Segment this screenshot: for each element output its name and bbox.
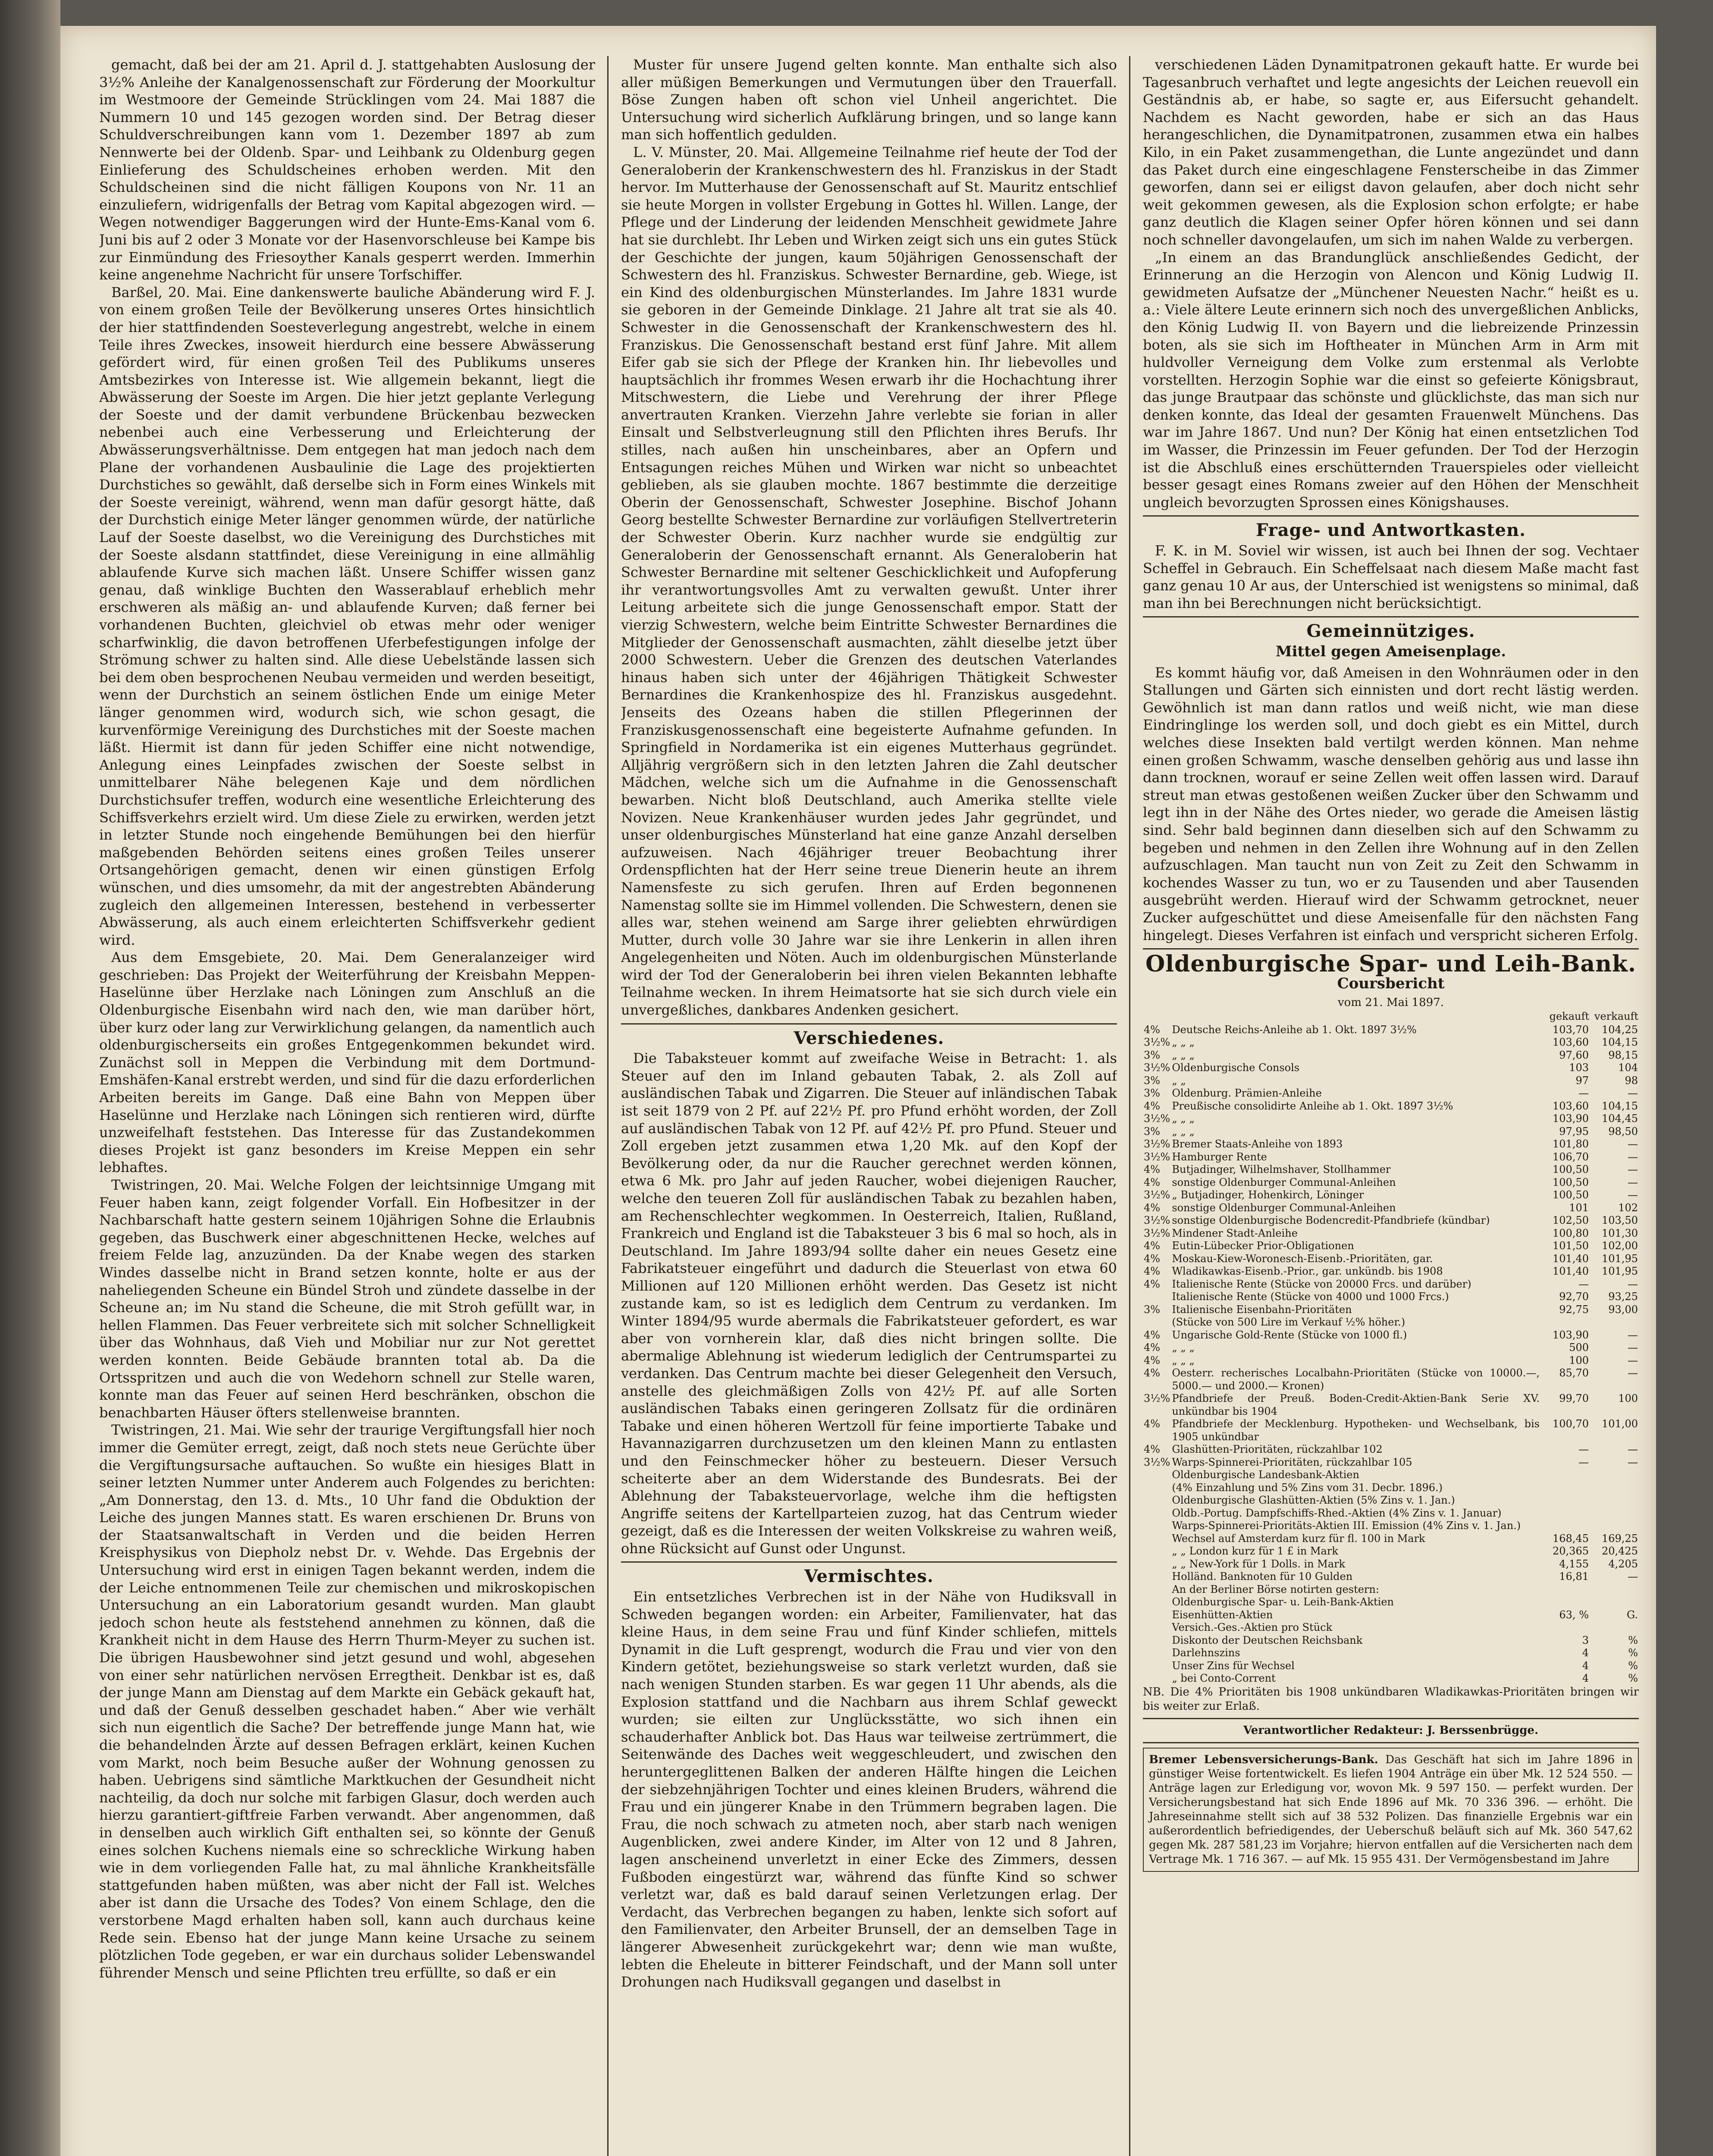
- sell-cell: 98: [1625, 1074, 1638, 1087]
- table-row: [1143, 1227, 1639, 1240]
- name-cell: Oldenburg. Prämien-Anleihe: [1172, 1087, 1322, 1100]
- name-cell: „ „ „: [1172, 1112, 1195, 1125]
- rate-cell: 4%: [1144, 1240, 1161, 1252]
- table-row: [1143, 1189, 1639, 1202]
- rate-cell: 4%: [1144, 1023, 1161, 1036]
- buy-cell: [1540, 1507, 1590, 1520]
- table-row: [1143, 1570, 1639, 1583]
- buy-cell: 20,365: [1553, 1545, 1589, 1557]
- name-cell: Unser Zins für Wechsel: [1172, 1659, 1295, 1672]
- rate-cell: [1143, 1532, 1171, 1545]
- buy-cell: —: [1578, 1443, 1589, 1456]
- name-cell: Deutsche Reichs-Anleihe ab 1. Okt. 1897 3½%: [1172, 1023, 1417, 1036]
- rate-cell: 4%: [1144, 1329, 1161, 1341]
- table-row: [1143, 1609, 1639, 1622]
- table-row: [1143, 1660, 1639, 1673]
- buy-cell: 102,50: [1553, 1214, 1589, 1227]
- name-cell: Oldb.-Portug. Dampfschiffs-Rhed.-Aktien (4% Zins v. 1. Januar): [1172, 1507, 1502, 1519]
- table-row: [1143, 1278, 1639, 1291]
- sell-cell: 4,205: [1608, 1557, 1638, 1570]
- subheading-ameisenplage: Mittel gegen Ameisenplage.: [1275, 643, 1506, 660]
- buy-cell: —: [1578, 1087, 1589, 1100]
- article-herzogin: „In einem an das Brandunglück anschließendes Gedicht, der Erinnerung an die Herzogin von Alencon und König Ludwig II. gewidmeten Aufsatze der „Münchener Neuesten Nachr.“ heißt es u. a.: Viele ältere Leute erinnern sich noch des unvergeßlichen Anblicks, den König Ludwig II. von Bayern und die liebreizende Prinzessin boten, als sie sich im Hoftheater in München Arm in Arm mit huldvoller Verneigung dem Volke zum erstenmal als Verlobte vorstellten. Herzogin Sophie war die einst so gefeierte Königsbraut, das junge Brautpaar das schönste und glücklichste, das man sich nur denken konnte, das Ideal der gesamten Frauenwelt Münchens. Das war im Jahre 1867. Und nun? Der König hat einen entsetzlichen Tod im Wasser, die Prinzessin im Feuer gefunden. Der Tod der Herzogin ist die Abschluß eines erschütternden Trauerspieles oder vielleicht besser gesagt eines Romans zweier auf den Höhen der Menschheit ungleich bevorzugten Sprossen eines Königshauses.: [1143, 249, 1639, 511]
- rate-cell: 4%: [1144, 1163, 1161, 1176]
- table-row: [1143, 1367, 1639, 1392]
- name-cell: Italienische Eisenbahn-Prioritäten: [1172, 1303, 1352, 1316]
- table-row: [1143, 1329, 1639, 1342]
- rate-cell: [1143, 1469, 1171, 1482]
- rate-cell: [1143, 1609, 1171, 1622]
- table-row: [1143, 1087, 1639, 1100]
- sell-cell: 93,00: [1608, 1303, 1638, 1316]
- name-cell: Italienische Rente (Stücke von 20000 Frcs. und darüber): [1172, 1278, 1471, 1290]
- coursbericht-heading: Coursbericht: [1337, 975, 1445, 992]
- name-cell: sonstige Oldenburger Communal-Anleihen: [1172, 1201, 1396, 1214]
- table-row: [1143, 1558, 1639, 1571]
- rate-cell: [1143, 1316, 1171, 1329]
- rate-cell: 4%: [1144, 1265, 1161, 1278]
- article-tabaksteuer: Die Tabaksteuer kommt auf zweifache Weise in Betracht: 1. als Steuer auf den im Inland gebauten Tabak, 2. als Zoll auf ausländischen Tabak und Zigarren. Die Steuer auf inländischen Tabak ist seit 1879 von 2 Pf. auf 22½ Pf. pro Pfund erhöht worden, der Zoll auf ausländischen Tabak von 12 Pf. auf 42½ Pf. pro Pfund. Steuer und Zoll ergeben jetzt zusammen etwa 1,20 Mk. auf den Kopf der Bevölkerung oder, da nur die Raucher gerechnet werden können, etwa 6 Mk. pro Jahr auf jeden Raucher, wobei diejenigen Raucher, welche den teueren Zoll für ausländischen Tabak zu bezahlen haben, am Rechenschlechter wegkommen. In Oesterreich, Italien, Rußland, Frankreich und England ist die Tabaksteuer 3 bis 6 mal so hoch, als in Deutschland. Im Jahre 1893/94 sollte daher ein neues Gesetz eine Fabrikatsteuer eingeführt und dadurch die Steuerlast von etwa 60 Millionen auf 120 Millionen erhöht werden. Das Gesetz ist nicht zustande kam, so ist es lediglich dem Centrum zu verdanken. Im Winter 1894/95 wurde abermals die Fabrikatsteuer gefordert, es war aber von vornherein klar, daß dies nicht bringen sollte. Die abermalige Ablehnung ist wiederum lediglich der Centrumspartei zu verdanken. Das Centrum machte bei dieser Gelegenheit den Versuch, anstelle des gleichmäßigen Zolls von 42½ Pf. auf alle Sorten ausländischen Tabaks einen geringeren Zollsatz für die ordinären Tabake und einen höheren Wertzoll für feine importierte Tabake und Havannazigarren durchzusetzen um den kleinen Mann zu entlasten und den Feinschmecker höher zu besteuern. Dieser Versuch scheiterte aber an dem Widerstande des Bundesrats. Bei der Ablehnung der Tabaksteuervorlage, welche ihm die heftigsten Angriffe seitens der Kartellparteien zuzog, hat das Centrum wieder gezeigt, daß es die Interessen der weiten Volkskreise zu wahren weiß, ohne Rücksicht auf Gunst oder Ungunst.: [621, 1050, 1117, 1557]
- sell-cell: 104,15: [1602, 1036, 1638, 1049]
- rate-cell: 3½%: [1144, 1189, 1170, 1201]
- name-cell: Butjadinger, Wilhelmshaver, Stollhammer: [1172, 1163, 1391, 1176]
- buy-cell: 101,80: [1553, 1138, 1589, 1150]
- sell-cell: [1590, 1469, 1639, 1482]
- article-twistringen-cont: Muster für unsere Jugend gelten konnte. Man enthalte sich also aller müßigen Bemerkungen und Vermutungen über den Trauerfall. Böse Zungen haben oft schon viel Unheil angerichtet. Die Untersuchung wird sicherlich Aufklärung bringen, und so lange kann man sich hoffentlich gedulden.: [621, 56, 1117, 143]
- table-row: [1143, 1202, 1639, 1215]
- buy-cell: 100,50: [1553, 1176, 1589, 1188]
- table-row: [1143, 1176, 1639, 1189]
- rate-cell: [1143, 1583, 1171, 1596]
- buy-cell: 92,75: [1559, 1303, 1589, 1316]
- table-row: [1143, 1075, 1639, 1087]
- rate-cell: 4%: [1144, 1252, 1161, 1265]
- name-cell: „ „ „: [1172, 1341, 1195, 1354]
- name-cell: Oesterr. recherisches Localbahn-Prioritäten (Stücke von 10000.—, 5000.— und 2000.— Kronen): [1172, 1367, 1540, 1392]
- name-cell: Wladikawkas-Eisenb.-Prior., gar. unkündb. bis 1908: [1172, 1265, 1443, 1278]
- buy-cell: 100,50: [1553, 1163, 1589, 1176]
- rate-cell: 4%: [1144, 1354, 1161, 1366]
- sell-cell: 101,00: [1602, 1418, 1638, 1430]
- sell-cell: 104,15: [1602, 1100, 1638, 1112]
- coursbericht-date: vom 21. Mai 1897.: [1337, 996, 1444, 1009]
- sell-cell: [1590, 1494, 1639, 1507]
- buy-cell: 500: [1569, 1341, 1589, 1354]
- name-cell: Ungarische Gold-Rente (Stücke von 1000 fl.): [1172, 1329, 1407, 1341]
- sell-cell: —: [1628, 1138, 1638, 1150]
- buy-cell: 101: [1569, 1201, 1589, 1214]
- rate-cell: [1143, 1520, 1171, 1532]
- section-rule: [1143, 616, 1639, 617]
- rate-cell: 3½%: [1144, 1062, 1170, 1074]
- column-3: [1143, 56, 1639, 2156]
- buy-cell: [1540, 1621, 1590, 1634]
- table-row: [1143, 1469, 1639, 1482]
- rate-cell: 4%: [1144, 1100, 1161, 1112]
- article-frage: F. K. in M. Soviel wir wissen, ist auch bei Ihnen der sog. Vechtaer Scheffel in Gebrauch. Ein Scheffelsaat nach diesem Maße macht fast ganz genau 10 Ar aus, der Unterschied ist wenigstens so minimal, daß man ihn bei Berechnungen nicht berücksichtigt.: [1143, 542, 1639, 611]
- table-row: [1143, 1418, 1639, 1443]
- rate-cell: 4%: [1144, 1201, 1161, 1214]
- sell-cell: —: [1628, 1570, 1638, 1583]
- editor-credit: Verantwortlicher Redakteur: J. Berssenbrügge.: [1243, 1724, 1539, 1737]
- buy-cell: 103,90: [1553, 1329, 1589, 1341]
- buy-cell: 100,50: [1553, 1189, 1589, 1201]
- buy-cell: [1540, 1583, 1590, 1596]
- article-muenster: L. V. Münster, 20. Mai. Allgemeine Teilnahme rief heute der Tod der Generaloberin der Krankenschwestern des hl. Franziskus in der Stadt hervor. Im Mutterhause der Genossenschaft auf St. Mauritz entschlief sie heute Morgen in vollster Ergebung in Gottes hl. Willen. Lange, der Pflege und der Linderung der leidenden Menschheit gewidmete Jahre hat sie durchlebt. Ihr Leben und Wirken zeigt sich uns ein gutes Stück der Geschichte der jungen, kaum 50jährigen Genossenschaft der Schwestern des hl. Franziskus. Schwester Bernardine, geb. Wiege, ist ein Kind des oldenburgischen Münsterlandes. Im Jahre 1831 wurde sie geboren in der Gemeinde Dinklage. 21 Jahre alt trat sie als 40. Schwester in die Genossenschaft der Krankenschwestern des hl. Franziskus. Die Genossenschaft bestand erst fünf Jahre. Mit allem Eifer gab sie sich der Pflege der Kranken hin. Ihr liebevolles und hauptsächlich ihr frommes Wesen erwarb ihr die Hochachtung ihrer Mitschwestern, die Liebe und Verehrung der ihrer Pflege anvertrauten Kranken. Vierzehn Jahre verlebte sie forian in aller Einsalt und Selbstverleugnung still den Pflichten ihres Berufs. Ihr stilles, nach außen hin unscheinbares, aber an Opfern und Entsagungen reiches Mühen und Wirken war nicht so unbeachtet geblieben, als sie glauben mochte. 1867 bestimmte die derzeitige Oberin der Genossenschaft, Schwester Josephine. Bischof Johann Georg bestellte Schwester Bernardine zur vorläufigen Stellvertreterin der Schwester Oberin. Kurz nachher wurde sie endgültig zur Generaloberin der Genossenschaft ernannt. Als Generaloberin hat Schwester Bernardine mit seltener Geschicklichkeit und Aufopferung ihr verantwortungsvolles Amt zu verwalten gewußt. Unter ihrer Leitung arbeitete sich die junge Genossenschaft empor. Statt der vierzig Schwestern, welche beim Eintritte Schwester Bernardines die Mitglieder der Genossenschaft ausmachten, zählt dieselbe jetzt über 2000 Schwestern. Ueber die Grenzen des deutschen Vaterlandes hinaus haben sich unter der 46jährigen Thätigkeit Schwester Bernardines die Krankenhospize des hl. Franziskus ausgedehnt. Jenseits des Ozeans haben die stillen Pflegerinnen der Franziskusgenossenschaft eine begeisterte Aufnahme gefunden. In Springfield in Nordamerika ist ein eigenes Mutterhaus gegründet. Alljährig vergrößern sich in den letzten Jahren die Zahl deutscher Mädchen, welche sich um die Aufnahme in die Genossenschaft bewarben. Nicht bloß Deutschland, auch Amerika stellte viele Novizen. Neue Krankenhäuser wurden jedes Jahr gegründet, und unser oldenburgisches Münsterland hat eine ganze Anzahl derselben aufzuweisen. Nach 46jähriger treuer Beobachtung ihrer Ordenspflichten hat der Herr seine treue Dienerin heute an ihrem Namensfeste zu sich gerufen. Ihren auf Erden begonnenen Namenstag sollte sie im Himmel vollenden. Die Schwestern, denen sie alles war, stehen weinend am Sarge ihrer geliebten ehrwürdigen Mutter, durch volle 30 Jahre war sie ihre Lenkerin in allen ihren Angelegenheiten und Nöten. Auch im oldenburgischen Münsterlande wird der Tod der Generaloberin bei ihren vielen Bekannten lebhafte Teilnahme wecken. In ihrem Heimatsorte hat sie sich durch viele ein unvergeßliches, dankbares Andenken gesichert.: [621, 144, 1117, 1018]
- table-row: [1143, 1062, 1639, 1075]
- table-row: [1143, 1163, 1639, 1176]
- rate-cell: 3½%: [1144, 1112, 1170, 1125]
- sell-cell: [1590, 1596, 1639, 1609]
- name-cell: „ Butjadinger, Hohenkirch, Löninger: [1172, 1189, 1364, 1201]
- name-cell: Oldenburgische Spar- u. Leih-Bank-Aktien: [1172, 1596, 1394, 1608]
- coursbericht-rows: [1143, 1024, 1639, 1685]
- column-1: [99, 56, 595, 2156]
- article-ameisen: Es kommt häufig vor, daß Ameisen in den Wohnräumen oder in den Stallungen und Gärten sich einnisten und dort recht lästig werden. Gewöhnlich ist man dann ratlos und weiß nicht, wie man diese Eindringlinge los werden soll, und doch giebt es ein Mittel, durch welches diese Insekten bald vertilgt werden können. Man nehme einen großen Schwamm, wasche denselben gehörig aus und lasse ihn dann trocknen, worauf er seine Zellen weit offen lassen wird. Darauf streut man etwas gestoßenen weißen Zucker über den Schwamm und legt ihn in der Nähe des Ortes nieder, wo gerade die Ameisen lästig sind. Sehr bald beginnen dann dieselben sich auf den Schwamm zu begeben und nehmen in den Zellen ihre Wohnung auf in den Zellen aufzuschlagen. Man taucht nun von Zeit zu Zeit den Schwamm in kochendes Wasser zu tun, wo er zu Tausenden und aber Tausenden ausgebrüht werden. Hierauf wird der Schwamm getrocknet, neuer Zucker aufgeschüttet und diese Ameisenfalle für den nächsten Fang hingelegt. Dieses Verfahren ist einfach und verspricht sicheren Erfolg.: [1143, 664, 1639, 943]
- name-cell: Moskau-Kiew-Woronesch-Eisenb.-Prioritäten, gar.: [1172, 1252, 1433, 1265]
- sell-cell: 169,25: [1602, 1532, 1638, 1545]
- sell-cell: 101,95: [1602, 1265, 1638, 1278]
- section-rule: [1143, 515, 1639, 517]
- sell-cell: 93,25: [1608, 1291, 1638, 1303]
- name-cell: sonstige Oldenburger Communal-Anleihen: [1172, 1176, 1396, 1188]
- table-row: [1143, 1253, 1639, 1266]
- buy-cell: 4: [1582, 1672, 1589, 1685]
- sell-cell: —: [1628, 1278, 1638, 1290]
- article-emsgebiet: Aus dem Emsgebiete, 20. Mai. Dem Generalanzeiger wird geschrieben: Das Projekt der Weiterführung der Kreisbahn Meppen-Haselünne über Herzlake nach Löningen zum Anschluß an die Oldenburgische Eisenbahn wird nach den, wie man darüber hört, über kurz oder lang zur Verwirklichung gelangen, da namentlich auch oldenburgischerseits ein großes Entgegenkommen bekundet wird. Zunächst soll in Meppen die Verbindung mit dem Dortmund-Emshäfen-Kanal erstrebt werden, und sind für die dazu erforderlichen Arbeiten bereits im Gange. Daß eine Bahn von Meppen über Haselünne und Herzlake nach Löningen sich rentieren wird, dürfte unzweifelhaft feststehen. Das Interesse für das Zustandekommen dieses Projekt ist ganz besonders im Kreise Meppen ein sehr lebhaftes.: [99, 949, 595, 1176]
- table-row: [1143, 1354, 1639, 1367]
- rate-cell: [1143, 1647, 1171, 1660]
- name-cell: (4% Einzahlung und 5% Zins vom 31. Decbr. 1896.): [1172, 1481, 1443, 1494]
- sell-cell: —: [1628, 1367, 1638, 1379]
- buy-cell: [1540, 1520, 1590, 1532]
- name-cell: „ „ „: [1172, 1125, 1195, 1138]
- buy-cell: 106,70: [1553, 1150, 1589, 1163]
- table-row: [1143, 1214, 1639, 1227]
- buy-cell: 103,60: [1553, 1036, 1589, 1049]
- name-cell: Diskonto der Deutschen Reichsbank: [1172, 1634, 1363, 1646]
- table-row: [1143, 1520, 1639, 1532]
- section-rule: [1143, 1742, 1639, 1743]
- table-row: [1143, 1392, 1639, 1418]
- name-cell: Pfandbriefe der Preuß. Boden-Credit-Aktien-Bank Serie XV. unkündbar bis 1904: [1172, 1392, 1540, 1417]
- sell-cell: —: [1628, 1163, 1638, 1176]
- article-twistringen-2: Twistringen, 21. Mai. Wie sehr der traurige Vergiftungsfall hier noch immer die Gemüter erregt, zeigt, daß noch stets neue Gerüchte über die Vergiftungsursache auftauchen. So wußte ein hiesiges Blatt in seiner letzten Nummer unter Anderem auch Folgendes zu berichten: „Am Donnerstag, den 13. d. Mts., 10 Uhr fand die Obduktion der Leiche des jungen Mannes statt. Es waren erschienen Dr. Bruns von der Staatsanwaltschaft in Verden und die beiden Herren Kreisphysikus von Diepholz nebst Dr. v. Wehde. Das Ergebnis der Untersuchung wird erst in einigen Tagen bekannt werden, indem die der Leiche entnommenen Teile zur chemischen und mikroskopischen Untersuchung an ein Laboratorium gesandt wurden. Man glaubt jedoch schon heute als feststehend annehmen zu können, daß die Krankheit nicht in dem Hause des Herrn Thurm-Meyer zu suchen ist. Die übrigen Hausbewohner sind jetzt gesund und wohl, abgesehen von einer sehr natürlichen nervösen Erregtheit. Denkbar ist es, daß der junge Mann am Dienstag auf dem Markte ein Gebäck gekauft hat, und daß der Genuß desselben geschadet haben.“ Aber wie verhält sich nun eigentlich die Sache? Der betreffende junge Mann hat, wie die behandelnden Ärzte auf dessen Befragen erklärt, keinen Kuchen vom Markt, noch beim Besuche außer der Wohnung genossen zu haben. Uebrigens sind sämtliche Marktkuchen der Gesundheit nicht nachteilig, da doch nur solche mit farbigen Glasur, doch werden auch hierzu garantiert-giftfreie Farben verwandt. Aber angenommen, daß in denselben auch wirklich Gift enthalten sei, so könnte der Genuß eines solchen Kuchens niemals eine so schreckliche Wirkung haben wie in dem vorliegenden Falle hat, zu mal ähnliche Krankheitsfälle stattgefunden haben müßten, was aber nicht der Fall ist. Welches aber ist dann die Ursache des Todes? Von einem Schlage, den die verstorbene Magd erhalten haben soll, kann auch durchaus keine Rede sein. Ebenso hat der junge Mann keine Ursache zu seinem plötzlichen Tode gegeben, er war ein durchaus solider Lebenswandel führender Mensch und seine Pflichten treu erfüllte, so daß er ein: [99, 1422, 595, 1981]
- rate-cell: 3%: [1144, 1087, 1161, 1100]
- buy-cell: 101,50: [1553, 1240, 1589, 1252]
- rate-cell: 3½%: [1144, 1150, 1170, 1163]
- article-verbrechen: Ein entsetzliches Verbrechen ist in der Nähe von Hudiksvall in Schweden begangen worden: ein Arbeiter, Familienvater, hat das kleine Haus, in dem seine Frau und fünf Kinder schliefen, mittels Dynamit in die Luft gesprengt, wodurch die Frau und vier von den Kindern getötet, beziehungsweise so stark verletzt wurden, daß sie nach wenigen Stunden starben. Es war gegen 11 Uhr abends, als die Explosion stattfand und die Nachbarn aus ihrem Schlaf geweckt wurden; sie eilten zur Unglücksstätte, wo sich ihnen ein schauderhafter Anblick bot. Das Haus war teilweise zertrümmert, die Seitenwände des Daches weit weggeschleudert, und zwischen den heruntergeglittenen Balken der anderen Hälfte hingen die Leichen der siebzehnjährigen Tochter und eines kleinen Bruders, während die Frau und ein jüngerer Knabe in den Trümmern begraben lagen. Die Frau, die noch schwach zu atmeten noch, aber starb nach wenigen Augenblicken, zwei andere Kinder, im Alter von 12 und 8 Jahren, lagen anscheinend unverletzt in einer Ecke des Zimmers, dessen Fußboden eingestürzt war, während das fünfte Kind so schwer verletzt war, daß es bald darauf seinen Verletzungen erlag. Der Verdacht, das Verbrechen begangen zu haben, lenkte sich sofort auf den Familienvater, den Arbeiter Brunsell, der an demselben Tage in längerer Abwesenheit zurückgekehrt war; denn wie man wußte, lebten die Eheleute in bitterer Feindschaft, und der Mann soll unter Drohungen nach Hudiksvall gegangen und daselbst in: [621, 1589, 1117, 1990]
- rate-cell: 4%: [1144, 1443, 1161, 1456]
- rate-cell: [1143, 1672, 1171, 1685]
- table-row: [1143, 1036, 1639, 1049]
- sell-cell: 98,15: [1608, 1049, 1638, 1061]
- name-cell: „ „ „: [1172, 1354, 1195, 1366]
- buy-cell: 16,81: [1559, 1570, 1589, 1583]
- buy-cell: 103,90: [1553, 1112, 1589, 1125]
- sell-cell: —: [1628, 1443, 1638, 1456]
- section-rule: [621, 1023, 1117, 1025]
- buy-cell: 4: [1582, 1647, 1589, 1659]
- sell-cell: 98,50: [1608, 1125, 1638, 1138]
- name-cell: „ „ „: [1172, 1036, 1195, 1049]
- advertisement-title: Bremer Lebensversicherungs-Bank.: [1149, 1753, 1378, 1766]
- sell-cell: %: [1628, 1647, 1638, 1659]
- sell-cell: 102,00: [1602, 1240, 1638, 1252]
- table-row: [1143, 1507, 1639, 1520]
- name-cell: (Stücke von 500 Lire im Verkauf ½% höher.): [1172, 1316, 1406, 1329]
- sell-cell: [1590, 1583, 1639, 1596]
- section-heading-gemeinnuetziges: Gemeinnütziges.: [1306, 621, 1475, 642]
- rate-cell: [1143, 1545, 1171, 1558]
- name-cell: Wechsel auf Amsterdam kurz für fl. 100 in Mark: [1172, 1532, 1425, 1545]
- rate-cell: 3%: [1144, 1125, 1161, 1138]
- buy-cell: [1540, 1482, 1590, 1495]
- article-verbrechen-cont: verschiedenen Läden Dynamitpatronen gekauft hatte. Er wurde bei Tagesanbruch verhaftet und legte angesichts der Leichen reuevoll ein Geständnis ab, er habe, so sagte er, aus Eifersucht gehandelt. Nachdem es Nacht geworden, habe er sich an das Haus herangeschlichen, die Dynamitpatronen, zusammen etwa ein halbes Kilo, in ein Paket zusammengethan, die Lunte angezündet und dann das Paket durch eine eingeschlagene Fensterscheibe in das Zimmer geworfen, dann sei er eiligst davon gelaufen, aber doch nicht sehr weit gekommen gewesen, als die Explosion schon erfolgte; er habe ganz deutlich die Klagen seiner Opfer hören können und sei dann noch schneller davongelaufen, um sich im nahen Walde zu verbergen.: [1143, 56, 1639, 248]
- section-rule: [1143, 948, 1639, 950]
- name-cell: Oldenburgische Landesbank-Aktien: [1172, 1469, 1359, 1481]
- table-row: [1143, 1672, 1639, 1685]
- buy-cell: 3: [1582, 1634, 1589, 1646]
- sell-cell: —: [1628, 1341, 1638, 1354]
- name-cell: Glashütten-Prioritäten, rückzahlbar 102: [1172, 1443, 1383, 1456]
- table-row: [1143, 1304, 1639, 1316]
- coursbericht-note: NB. Die 4% Prioritäten bis 1908 unkündbaren Wladikawkas-Prioritäten bringen wir bis weiter zur Erlaß.: [1143, 1685, 1639, 1713]
- sell-cell: [1590, 1621, 1639, 1634]
- name-cell: Italienische Rente (Stücke von 4000 und 1000 Frcs.): [1172, 1291, 1449, 1303]
- page-fold-shadow: [0, 0, 60, 2156]
- sell-cell: [1590, 1482, 1639, 1495]
- table-row: [1143, 1240, 1639, 1253]
- section-heading-vermischtes: Vermischtes.: [804, 1566, 934, 1587]
- name-cell: An der Berliner Börse notirten gestern:: [1172, 1583, 1379, 1595]
- rate-cell: 3%: [1144, 1303, 1161, 1316]
- table-row: [1143, 1532, 1639, 1545]
- sell-cell: 100: [1618, 1392, 1638, 1405]
- sell-cell: [1590, 1316, 1639, 1329]
- name-cell: „ „: [1172, 1074, 1186, 1087]
- column-divider: [607, 56, 609, 2156]
- name-cell: Warps-Spinnerei-Prioritäten, rückzahlbar 105: [1172, 1456, 1412, 1468]
- sell-cell: —: [1628, 1329, 1638, 1341]
- article-barssel: Barßel, 20. Mai. Eine dankenswerte bauliche Abänderung wird F. J. von einem großen Teile der Bevölkerung unseres Ortes hinsichtlich der hier stattfindenden Soesteverlegung angestrebt, welche in einem Teile ihres Zweckes, insoweit hierdurch eine bessere Abwässerung gefördert wird, für einen großen Teil des Publikums unseres Amtsbezirkes von Interesse ist. Wie allgemein bekannt, liegt die Abwässerung der Soeste im Argen. Die hier jetzt geplante Verlegung der Soeste und der damit verbundene Brückenbau bezwecken nebenbei auch eine Verbesserung und Erleichterung der Abwässerungsverhältnisse. Dem entgegen hat man jedoch nach dem Plane der vorhandenen Ausbaulinie die Lage des projektierten Durchstiches so gewählt, daß derselbe sich in Form eines Winkels mit der Soeste vereinigt, während, wenn man dafür gesorgt hätte, daß der Durchstich einige Meter länger genommen würde, der natürliche Lauf der Soeste daselbst, wo die Vereinigung des Durchstiches mit der Soeste alsdann stattfindet, diese Vereinigung in eine allmählig ablaufende Kurve sich machen läßt. Unsere Schiffer wissen ganz genau, daß winklige Buchten den Wasserablauf erheblich mehr erschweren als mäßig an- und ablaufende Kurven; daß ferner bei vorhandenen Buchten, gleichviel ob etwas mehr oder weniger scharfwinklig, die davon betroffenen Uferbefestigungen infolge der Strömung schwer zu halten sind. Alle diese Uebelstände lassen sich bei dem oben besprochenen Neubau vermeiden und werden beseitigt, wenn der Durchstich an seinem östlichen Ende um einige Meter länger genommen wird, wodurch sich, wie schon gesagt, die kurvenförmige Vereinigung des Durchstiches mit der Soeste machen läßt. Hiermit ist dann für jeden Schiffer eine nicht notwendige, Anlegung eines Leinpfades zwischen der Soeste selbst in unmittelbarer Nähe belegenen Kaje und dem nördlichen Durchstichsufer treffen, wodurch eine wesentliche Erleichterung des Schiffsverkehrs erzielt wird. Um diese Ziele zu erwirken, werden jetzt in letzter Stunde noch eingehende Bemühungen bei den hierfür maßgebenden Behörden seitens eines großen Teiles unserer Ortsangehörigen gemacht, denen wir einen günstigen Erfolg wünschen, und dies umsomehr, da mit der angestrebten Abänderung zugleich den allgemeinen Interessen, bestehend in verbesserter Abwässerung, als auch einem erleichterten Schiffsverkehr gedient wird.: [99, 284, 595, 948]
- sell-cell: 104: [1618, 1062, 1638, 1074]
- buy-cell: 97: [1575, 1074, 1589, 1087]
- sell-cell: 102: [1618, 1201, 1638, 1214]
- name-cell: „ bei Conto-Corrent: [1172, 1672, 1276, 1685]
- rate-cell: 3½%: [1144, 1036, 1170, 1049]
- buy-cell: 101,40: [1553, 1265, 1589, 1278]
- buy-cell: 100,80: [1553, 1227, 1589, 1239]
- name-cell: „ „ London kurz für 1 £ in Mark: [1172, 1545, 1338, 1557]
- sell-cell: 104,25: [1602, 1023, 1638, 1036]
- table-row: [1143, 1265, 1639, 1278]
- rate-cell: [1143, 1482, 1171, 1495]
- rate-cell: 3%: [1144, 1074, 1161, 1087]
- table-row: [1143, 1482, 1639, 1495]
- table-row: [1143, 1621, 1639, 1634]
- rate-cell: 3½%: [1144, 1392, 1170, 1405]
- buy-cell: 85,70: [1559, 1367, 1589, 1379]
- rate-cell: 3½%: [1144, 1456, 1170, 1468]
- name-cell: Oldenburgische Consols: [1172, 1062, 1300, 1074]
- table-row: [1143, 1024, 1639, 1037]
- table-row: [1143, 1596, 1639, 1609]
- buy-cell: [1540, 1494, 1590, 1507]
- table-row: [1143, 1494, 1639, 1507]
- sell-cell: —: [1628, 1087, 1638, 1100]
- buy-cell: 63, %: [1559, 1608, 1589, 1621]
- name-cell: Versich.-Ges.-Aktien pro Stück: [1172, 1621, 1333, 1634]
- bank-title: Oldenburgische Spar- und Leih-Bank.: [1145, 951, 1637, 978]
- advertisement-text: Das Geschäft hat sich im Jahre 1896 in günstiger Weise fortentwickelt. Es liefen 1904 Anträge ein über Mk. 12 524 550. — Anträge lagen zur Erledigung vor, wovon Mk. 9 597 150. — perfekt wurden. Der Versicherungsbestand hat sich Ende 1896 auf Mk. 70 336 396. — erhöht. Die Jahreseinnahme stellt sich auf 38 532 Polizen. Das finanzielle Ergebnis war ein außerordentlich befriedigendes, der Ueberschuß beläuft sich auf Mk. 360 547,62 gegen Mk. 287 581,23 im Vorjahre; hiervon entfallen auf die Versicherten nach dem Vertrage Mk. 1 716 367. — auf Mk. 15 955 431. Der Vermögensbestand im Jahre: [1149, 1753, 1633, 1866]
- buy-cell: [1540, 1469, 1590, 1482]
- buy-cell: 4: [1582, 1659, 1589, 1672]
- buy-cell: 103,60: [1553, 1100, 1589, 1112]
- sell-cell: 103,50: [1602, 1214, 1638, 1227]
- rate-cell: [1143, 1660, 1171, 1673]
- rate-cell: 4%: [1144, 1341, 1161, 1354]
- sell-cell: 101,30: [1602, 1227, 1638, 1239]
- table-row: [1143, 1341, 1639, 1354]
- sell-cell: G.: [1627, 1608, 1638, 1621]
- buy-cell: 99,70: [1559, 1392, 1589, 1405]
- col-header-buy: gekauft: [1549, 1010, 1589, 1023]
- col-header-sell: verkauft: [1594, 1010, 1638, 1023]
- name-cell: Mindener Stadt-Anleihe: [1172, 1227, 1298, 1239]
- name-cell: Eisenhütten-Aktien: [1172, 1608, 1273, 1621]
- table-row: [1143, 1291, 1639, 1304]
- rate-cell: 4%: [1144, 1418, 1161, 1430]
- name-cell: Oldenburgische Glashütten-Aktien (5% Zins v. 1. Jan.): [1172, 1494, 1455, 1507]
- table-header-row: [1143, 1010, 1639, 1024]
- rate-cell: 3½%: [1144, 1138, 1170, 1150]
- table-row: [1143, 1456, 1639, 1469]
- rate-cell: [1143, 1558, 1171, 1571]
- sell-cell: 101,95: [1602, 1252, 1638, 1265]
- rate-cell: 4%: [1144, 1176, 1161, 1188]
- article-kanal: gemacht, daß bei der am 21. April d. J. stattgehabten Auslosung der 3½% Anleihe der Kanalgenossenschaft zur Förderung der Moorkultur im Westmoore der Gemeinde Strücklingen vom 24. Mai 1887 die Nummern 10 und 145 gezogen worden sind. Der Betrag dieser Schuldverschreibungen kann vom 1. Dezember 1897 ab zum Nennwerte bei der Oldenb. Spar- und Leihbank zu Oldenburg gegen Einlieferung des Schuldscheines erhoben werden. Mit den Schuldscheinen sind die nicht fälligen Koupons von Nr. 11 an einzuliefern, widrigenfalls der Betrag vom Kapital abgezogen wird. — Wegen notwendiger Baggerungen wird der Hunte-Ems-Kanal vom 6. Juni bis auf 2 oder 3 Monate vor der Hasenvorschleuse bei Kampe bis zur Einmündung des Friesoyther Kanals gesperrt werden. Immerhin keine angenehme Nachricht für unsere Torfschiffer.: [99, 56, 595, 283]
- sell-cell: —: [1628, 1354, 1638, 1366]
- rate-cell: [1143, 1570, 1171, 1583]
- table-row: [1143, 1316, 1639, 1329]
- buy-cell: 92,70: [1559, 1291, 1589, 1303]
- article-twistringen-1: Twistringen, 20. Mai. Welche Folgen der leichtsinnige Umgang mit Feuer haben kann, zeigt folgender Vorfall. Ein Hofbesitzer in der Nachbarschaft hatte gestern seinem 10jährigen Sohne die Erlaubnis gegeben, das Buschwerk einer abgeschnittenen Hecke, welches auf freiem Felde lag, anzuzünden. Da der Knabe wegen des starken Windes dasselbe nicht in Brand setzen konnte, holte er aus der naheliegenden Scheune ein Bündel Stroh und zündete dasselbe in der Scheune an; im Nu stand die Scheune, die mit Stroh gefüllt war, in hellen Flammen. Das Feuer verbreitete sich mit solcher Schnelligkeit über das Wohnhaus, daß Vieh und Mobiliar nur zur Not gerettet werden konnten. Beide Gebäude brannten total ab. Da die Ortsspritzen und auch die von Wedehorn schnell zur Stelle waren, konnte man das Feuer auf seinen Herd beschränken, obschon die benachbarten Häuser öfters stellenweise brannten.: [99, 1177, 595, 1421]
- sell-cell: [1590, 1520, 1639, 1532]
- sell-cell: —: [1628, 1456, 1638, 1468]
- name-cell: Pfandbriefe der Mecklenburg. Hypotheken- und Wechselbank, bis 1905 unkündbar: [1172, 1418, 1540, 1443]
- name-cell: Bremer Staats-Anleihe von 1893: [1172, 1138, 1343, 1150]
- name-cell: Warps-Spinnerei-Prioritäts-Aktien III. Emission (4% Zins v. 1. Jan.): [1172, 1520, 1521, 1532]
- name-cell: Darlehnszins: [1172, 1647, 1240, 1659]
- table-row: [1143, 1125, 1639, 1138]
- name-cell: „ „ New-York für 1 Dolls. in Mark: [1172, 1557, 1346, 1570]
- rate-cell: 3½%: [1144, 1227, 1170, 1239]
- name-cell: sonstige Oldenburgische Bodencredit-Pfandbriefe (kündbar): [1172, 1214, 1490, 1227]
- table-row: [1143, 1545, 1639, 1558]
- sell-cell: 20,425: [1602, 1545, 1638, 1557]
- name-cell: Eutin-Lübecker Prior-Obligationen: [1172, 1240, 1354, 1252]
- rate-cell: [1143, 1507, 1171, 1520]
- table-row: [1143, 1583, 1639, 1596]
- sell-cell: —: [1628, 1189, 1638, 1201]
- rate-cell: [1143, 1596, 1171, 1609]
- buy-cell: —: [1578, 1278, 1589, 1290]
- section-rule: [621, 1561, 1117, 1563]
- sell-cell: 104,45: [1602, 1112, 1638, 1125]
- table-row: [1143, 1443, 1639, 1456]
- name-cell: Preußische consolidirte Anleihe ab 1. Okt. 1897 3½%: [1172, 1100, 1453, 1112]
- newspaper-page: [60, 26, 1656, 2156]
- sell-cell: —: [1628, 1176, 1638, 1188]
- rate-cell: 3%: [1144, 1049, 1161, 1061]
- buy-cell: 101,40: [1553, 1252, 1589, 1265]
- table-row: [1143, 1634, 1639, 1647]
- buy-cell: —: [1578, 1456, 1589, 1468]
- buy-cell: 100: [1569, 1354, 1589, 1366]
- rate-cell: 4%: [1144, 1278, 1161, 1290]
- buy-cell: 103: [1569, 1062, 1589, 1074]
- rate-cell: 3½%: [1144, 1214, 1170, 1227]
- buy-cell: 103,70: [1553, 1023, 1589, 1036]
- buy-cell: [1540, 1596, 1590, 1609]
- table-row: [1143, 1100, 1639, 1113]
- column-2: [621, 56, 1117, 2156]
- rate-cell: [1143, 1621, 1171, 1634]
- sell-cell: —: [1628, 1150, 1638, 1163]
- buy-cell: 4,155: [1559, 1557, 1589, 1570]
- buy-cell: 97,60: [1559, 1049, 1589, 1061]
- sell-cell: %: [1628, 1659, 1638, 1672]
- table-row: [1143, 1049, 1639, 1062]
- coursbericht-table: [1143, 1010, 1639, 1685]
- buy-cell: 97,95: [1559, 1125, 1589, 1138]
- table-row: [1143, 1138, 1639, 1151]
- advertisement-box: [1143, 1748, 1639, 1872]
- name-cell: „ „ „: [1172, 1049, 1195, 1061]
- section-rule: [1143, 1718, 1639, 1719]
- sell-cell: [1590, 1507, 1639, 1520]
- buy-cell: 168,45: [1553, 1532, 1589, 1545]
- rate-cell: 4%: [1144, 1367, 1161, 1379]
- table-row: [1143, 1647, 1639, 1660]
- name-cell: Hamburger Rente: [1172, 1150, 1267, 1163]
- buy-cell: [1540, 1316, 1590, 1329]
- table-row: [1143, 1151, 1639, 1164]
- name-cell: Holländ. Banknoten für 10 Gulden: [1172, 1570, 1353, 1583]
- sell-cell: %: [1628, 1672, 1638, 1685]
- rate-cell: [1143, 1494, 1171, 1507]
- section-heading-verschiedenes: Verschiedenes.: [794, 1028, 944, 1048]
- column-divider: [1129, 56, 1130, 2156]
- sell-cell: %: [1628, 1634, 1638, 1646]
- rate-cell: [1143, 1634, 1171, 1647]
- rate-cell: [1143, 1291, 1171, 1304]
- section-heading-frage: Frage- und Antwortkasten.: [1255, 520, 1526, 541]
- table-row: [1143, 1112, 1639, 1125]
- buy-cell: 100,70: [1553, 1418, 1589, 1430]
